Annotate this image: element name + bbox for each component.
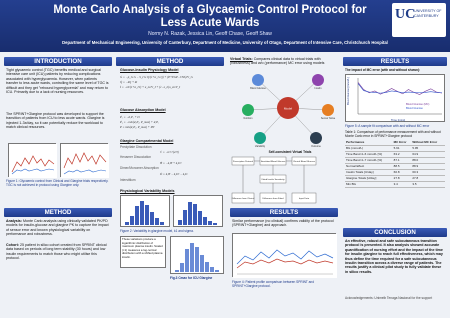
equation-6: P = min(d₂P₂, P_max) + PN: [120, 125, 155, 129]
virtual-trial-flow: [230, 155, 342, 207]
table-header-cell: Without MC Error: [411, 139, 445, 145]
table-cell: 64.9: [411, 151, 445, 157]
figure-1-plot-glargine: [60, 143, 108, 177]
table-cell: Normal Effect: [345, 163, 393, 169]
equation-7: Ċ = −k·C^(2/3): [160, 150, 179, 154]
figure-3-plot: [170, 236, 224, 274]
figure-1-caption: Figure 1: Glycaemic control from Clinical and Glargine trials respectively. TGC is not achieved in protocol using Glargine only.: [6, 179, 109, 187]
table-cell: 5.91: [393, 145, 412, 151]
flow-box-3: Clinical Blood Glucose: [293, 161, 315, 163]
acknowledgements: Acknowledgements: Unimelb Tenaga Nasional for the support: [345, 296, 433, 300]
diagram-node-4: Sensor Noise: [320, 117, 336, 120]
series-line-2: [358, 83, 442, 93]
table-cell: 88.5: [393, 163, 412, 169]
figure-2b-svg: [174, 196, 224, 228]
method-cohort: [6, 243, 110, 261]
equation-3: İ = −nI/(1+α_I I) + u_ex/V_I + (1−x_L)u_en/V_I: [120, 85, 181, 89]
cohort-label: Cohort:: [6, 243, 19, 247]
figure-5-chart: [345, 74, 445, 122]
method-heading-left: METHOD: [4, 208, 112, 217]
equation-8: Ḣ = −k₁H + k₂D³: [160, 161, 182, 165]
intro-paragraph-2: The SPRINT+Glargine protocol was developed to support the transition of patients from ICU to less acute wards. Glargine is injected 1-3x/day, so it can potentially reduce the workload to match clinical resources.: [6, 112, 105, 130]
model-4-title: Physiological Variability Models: [120, 189, 175, 193]
figure-1-clinical-svg: [9, 144, 57, 178]
diagram-node-3: Nutrition: [243, 117, 253, 120]
intro-paragraph-1: Tight glycaemic control (TGC) benefits medical and surgical intensive care unit (ICU) patients by reducing complications associated with hyperglycaemia. However, when patients transfer to less acute wards, controlling the same level of TGC is difficult and they get "rebound hyperglycemia" and may return to ICU. Primarily due to a lack of nursing resources.: [6, 68, 109, 95]
model-2-title: Glucose Absorption Model: [120, 108, 166, 112]
flow-box-6: Difference from Fitted: [262, 198, 284, 200]
flow-box-5: Difference from Clinical: [231, 198, 255, 200]
figure-5-caption: Figure 5: A sample fit comparison with and without MC error: [345, 124, 430, 128]
conclusion-heading: CONCLUSION: [343, 228, 447, 237]
table-cell: 5.95: [411, 145, 445, 151]
table-cell: Time Band 4–7 mmol/L [%]: [345, 157, 393, 163]
equation-4: Ṗ₁ = −d₁P₁ + D: [120, 115, 140, 119]
results-mid-text: Similar performance (no clinical) confirms validity of the protocol (SPRINT+Glargine) and approach.: [232, 219, 334, 228]
results-heading-mid: RESULTS: [230, 208, 338, 217]
flow-box-1: Prescription Protocol: [232, 161, 254, 163]
figure-2-plot-a: [120, 195, 170, 227]
table-header-cell: MC Error: [393, 139, 412, 145]
results-chart-title: The impact of MC error (with and without shown):: [345, 68, 421, 72]
model-3-title: Glargine Compartmental Model: [120, 139, 174, 143]
diagram-node-5: Variability: [254, 145, 266, 148]
title-line-1: Monte Carlo Analysis of a Glycaemic Control Protocol for: [53, 4, 367, 16]
figure-3-svg: [171, 237, 225, 275]
table-cell: 60.3: [411, 169, 445, 175]
conclusion-text: An effective, robust and safe subcutaneous transition protocol is presented. It also analysis showed accurate quantification of nursing effort and the impact of the time for insulin glargine to reach full effectiveness, which may thus define the time required for a safe subcutaneous insulin transition across a diverse range of patients. The results justify a clinical pilot study to fully validate these in silico results.: [345, 239, 443, 274]
table-cell: 27.8: [393, 175, 412, 181]
figure-4-svg: [233, 234, 337, 278]
virtual-trials-text: [230, 57, 340, 66]
virtual-trial-diagram: [238, 70, 338, 148]
series-line-1: [358, 82, 442, 94]
table-cell: 3.5: [411, 181, 445, 187]
table-cell: 88.9: [411, 163, 445, 169]
diagram-node-1: Blood Glucose: [250, 87, 266, 90]
model-3-step-1: Precipitate Dissolution: [120, 145, 152, 149]
table-cell: Time Band 4–6 mmol/L [%]: [345, 151, 393, 157]
analysis-text: Monte Carlo analysis using clinically validated PK/PD models for insulin-glucose and glargine PK to capture the impact of sensor error and known physiological variability on performance and robustness.: [6, 219, 109, 237]
table-header-cell: Performance: [345, 139, 393, 145]
analysis-label: Analysis:: [6, 219, 22, 223]
figure-1-plot-clinical: [8, 143, 56, 177]
table-cell: Glargine Totals [U/day]: [345, 175, 393, 181]
virtual-trials-description: Compares clinical data to virtual trials with (robustness) and w/o (performance) MC error using models: [230, 57, 325, 66]
flow-box-2: Simulated Blood Glucose: [260, 161, 286, 163]
table-cell: 60.8: [393, 169, 412, 175]
introduction-heading: INTRODUCTION: [4, 57, 112, 66]
table-cell: Insulin Totals [U/day]: [345, 169, 393, 175]
diagram-node-6: Outcome: [311, 145, 321, 148]
legend-entry-2: Blood Glucose: [406, 107, 423, 110]
table-cell: 88.0: [411, 157, 445, 163]
x-axis-label: Time [mins]: [390, 118, 406, 122]
affiliations: Department of Mechanical Engineering, University of Canterbury, Department of Medicine, University of Otago, Department of Intensive Care, Christchurch Hospital: [62, 40, 388, 45]
self-consistent-title: Self-consistent Virtual Trials: [268, 150, 312, 154]
figure-5-svg: [346, 75, 446, 123]
performance-table: [345, 139, 445, 188]
chart-axes: [358, 78, 442, 114]
flow-box-7: Input Data: [298, 198, 310, 200]
virtual-trials-label: Virtual Trials:: [230, 57, 253, 61]
diagram-node-2: Insulin: [314, 87, 322, 90]
cohort-text: 25 patient in silico cohort created from SPRINT clinical data based on periods of long term stability (30 hours) and low insulin requirements to match those who might utilise this protocol.: [6, 243, 107, 261]
table-1-caption: Table 1: Comparison of performance measurement with and without Monte Carlo error in SPRINT+Glargine protocol: [345, 130, 441, 138]
table-cell: 27.8: [411, 175, 445, 181]
table-cell: Min BG: [345, 181, 393, 187]
results-heading-right: RESULTS: [343, 57, 447, 66]
model-1-title: Glucose-Insulin Physiology Model: [120, 68, 179, 72]
poster-title: [40, 4, 380, 30]
y-axis-label: Blood Glucose [mmol/L]: [347, 77, 350, 105]
title-line-2: Less Acute Wards: [160, 17, 260, 29]
glargine-note-box: These variations produce a logarithmic distribution of maximum plasma insulin. Scaled (×1) measures a log-normal distribution with a shifted plasma insulin.: [120, 236, 166, 268]
poster-header: [0, 0, 450, 52]
table-cell: 63.2: [393, 151, 412, 157]
logo-text: UNIVERSITY OF CANTERBURY: [414, 9, 442, 18]
table-cell: 3.4: [393, 181, 412, 187]
table-cell: BG (mmol/L): [345, 145, 393, 151]
equation-2: Q̇ = −kQ + kI: [120, 80, 138, 84]
method-analysis: [6, 219, 110, 237]
equation-9: Ḋ = k₁H − k₂D³ − k₃D: [160, 172, 188, 176]
university-logo: [392, 3, 446, 37]
figure-2-caption: Figure 2: Variability in glargine model, k1 and sigma.: [120, 229, 194, 233]
figure-3-caption: Fig.3 Cmax for ICU Glargine: [170, 276, 213, 280]
figure-2a-svg: [121, 196, 171, 228]
flow-box-4: Fitted Insulin Sensitivity: [261, 179, 285, 181]
model-3-step-2: Hexamer Dissociation: [120, 155, 152, 159]
figure-2-plot-b: [173, 195, 223, 227]
method-heading-mid: METHOD: [116, 57, 224, 66]
model-3-step-4: Interstitium: [120, 178, 136, 182]
figure-1-glargine-svg: [61, 144, 109, 178]
table-cell: 87.1: [393, 157, 412, 163]
table-row: [345, 181, 445, 187]
legend-entry-1: Blood Glucose (MC): [406, 103, 430, 106]
equation-1: Ġ = −p_G G − S_I G Q/(1+α_G Q) + (P+EGP−CNS)/V_G: [120, 75, 193, 79]
figure-4-caption: Figure 4: Patient profile comparison between SPRINT and SPRINT+Glargine protocol.: [232, 280, 314, 288]
authors: Normy N. Razak, Jessica Lin, Geoff Chase, Geoff Shaw: [148, 31, 272, 37]
diagram-center-label: Model: [283, 106, 293, 111]
model-3-step-3: Dimer/Monomer Absorption: [120, 166, 159, 170]
equation-5: Ṗ₂ = −min(d₂P₂, P_max) + d₁P₁: [120, 120, 160, 124]
logo-mark: UC: [395, 7, 416, 22]
figure-4-plot: [232, 233, 336, 277]
